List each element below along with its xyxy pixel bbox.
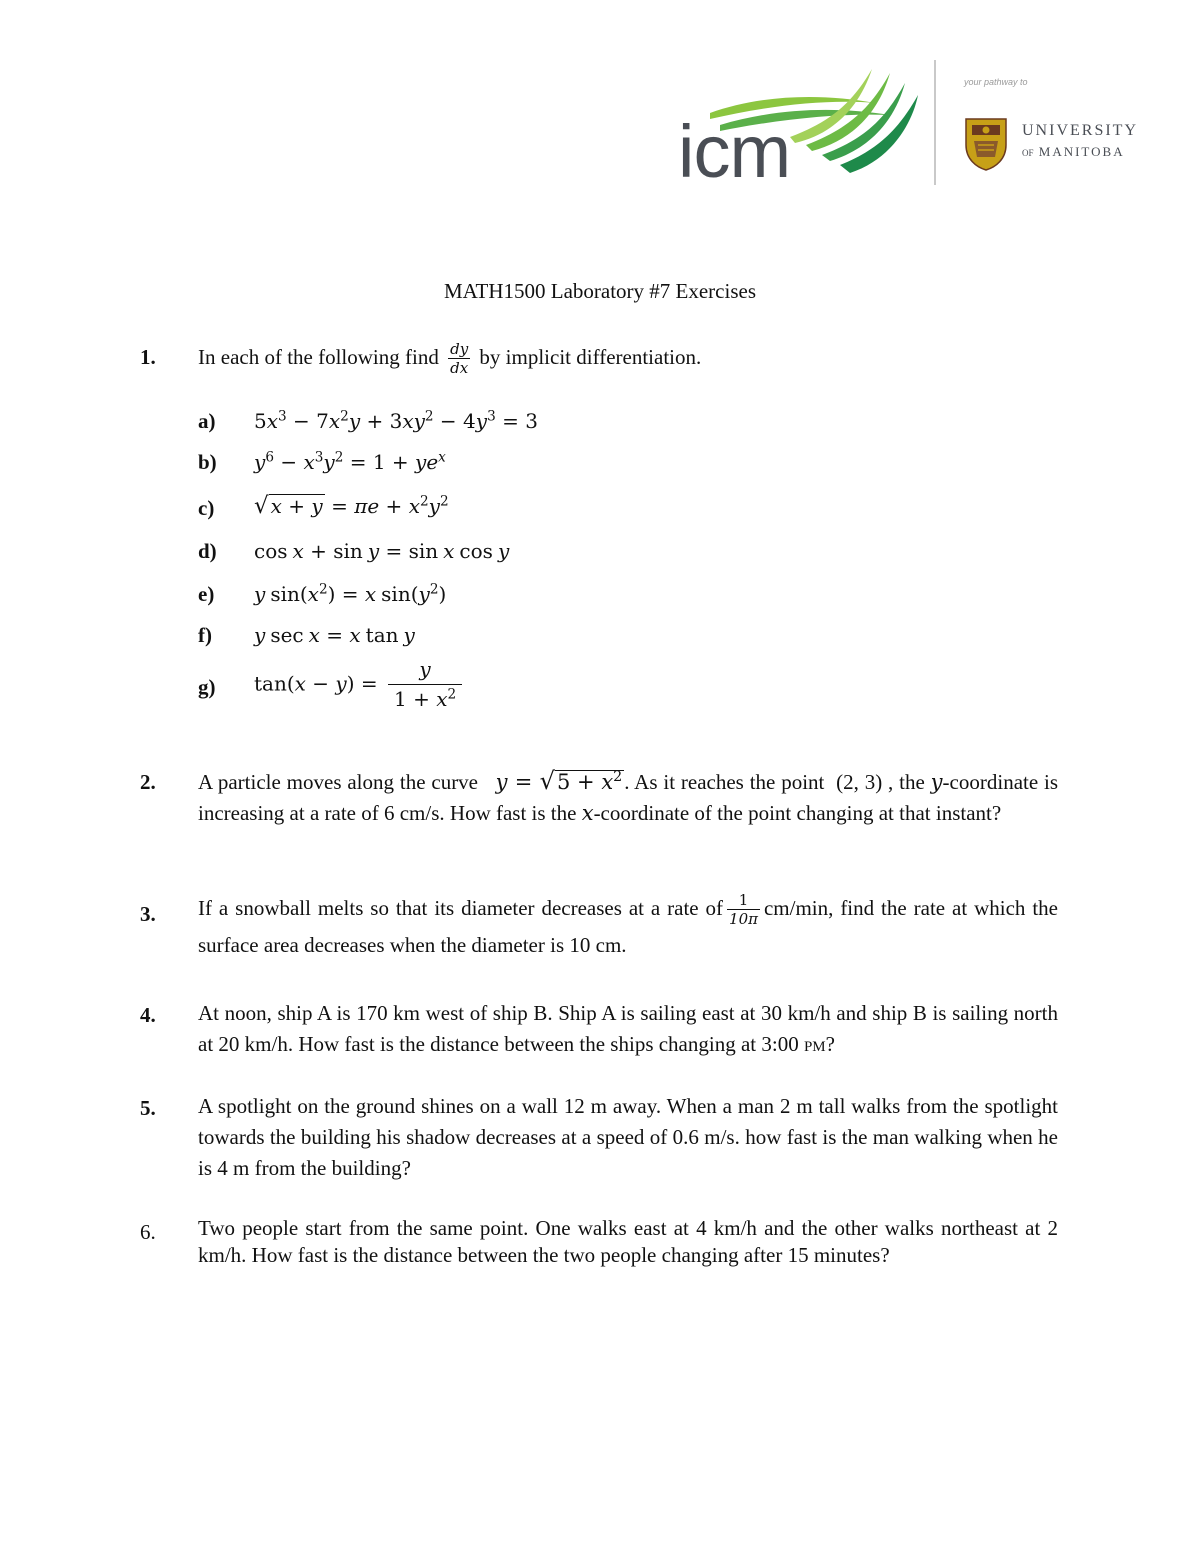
q3-frac-den: 10π: [729, 910, 758, 929]
question-1-text: [198, 330, 1058, 384]
question-3-text: [198, 890, 1058, 964]
q1-part-c-equation: √ $x + y = \pi e + x^2y^2$: [254, 493, 449, 519]
question-4-text: [198, 998, 1058, 1063]
q2-text-1: A particle moves along the curve: [198, 770, 479, 794]
q4-text-1: At noon, ship A is 170 km west of ship B. Ship A is sailing east at 30 km/h and ship B is sailing north at 20 km/h. How fast is the distance between the ships changing at 3:00: [198, 1001, 1058, 1056]
q1-part-c-label: c): [198, 496, 215, 520]
q2-radical: $√5 + x^2$: [539, 767, 623, 795]
q2-text-4: -coordinate is increasing at a rate of 6 cm/s. How fast is the: [198, 770, 1059, 825]
question-6-text: Two people start from the same point. One walks east at 4 km/h and the other walks northeast at 2 km/h. How fast is the distance between the two people changing after 15 minutes?: [198, 1216, 1058, 1267]
q1-part-a-equation: $5x^3 - 7x^2y + 3xy^2 - 4y^3 = 3$: [254, 408, 538, 433]
question-2-text: A particle moves along the curve $y = √5 + x^2$. As it reaches the point (2, 3) , the y-coordinate is increasing at a rate of 6 cm/s. How fast is the x-coordinate of the point changing at that instant?: [198, 767, 1059, 825]
university-line2: [1022, 145, 1138, 158]
q2-text-3: , the: [888, 770, 925, 794]
university-crest-icon: [962, 115, 1010, 171]
question-5-number: 5.: [140, 1096, 156, 1120]
q1-derivative-fraction: [448, 342, 470, 376]
q1-frac-den: dx: [450, 359, 469, 378]
q1-part-f-equation: y sec x = x tan y: [254, 623, 415, 647]
q3-rate-fraction: [727, 893, 760, 927]
q1-text-after: by implicit differentiation.: [479, 345, 702, 369]
q1-part-d-equation: cos x + sin y = sin x cos y: [254, 539, 510, 563]
q1-part-f-label: f): [198, 623, 212, 647]
q1-g-fraction: $\frac{y}{1 + x^2}$: [388, 657, 462, 710]
q1-part-d-label: d): [198, 539, 217, 563]
q2-text-2: . As it reaches the point: [624, 770, 825, 794]
question-5-text: A spotlight on the ground shines on a wall 12 m away. When a man 2 m tall walks from the spotlight towards the building his shadow decreases at a speed of 0.6 m/s. how fast is the man walking when he is 4 m from the building?: [198, 1094, 1058, 1180]
university-line1: UNIVERSITY: [1022, 122, 1138, 139]
icm-wordmark: icm: [678, 110, 791, 193]
q1-part-b-label: b): [198, 450, 217, 474]
page-title: MATH1500 Laboratory #7 Exercises: [443, 279, 756, 303]
icm-logo: [670, 65, 920, 193]
q1-part-e-label: e): [198, 582, 215, 606]
q4-text-2: ?: [825, 1032, 835, 1056]
header-divider: [934, 60, 936, 185]
question-6-number: 6.: [140, 1220, 156, 1244]
q1-part-g-label: g): [198, 675, 216, 699]
q2-text-5: -coordinate of the point changing at that instant?: [593, 801, 1002, 825]
question-3-number: 3.: [140, 902, 156, 926]
university-name: [1022, 123, 1138, 158]
radical-sign: √ x + y: [254, 493, 323, 519]
q3-text-2: cm/min, find the rate at which the surface area decreases when the diameter is 10 cm.: [198, 896, 1058, 958]
q1-text-before: In each of the following find: [198, 345, 439, 369]
q3-frac-num: 1: [727, 893, 760, 910]
university-line2-text: MANITOBA: [1038, 144, 1125, 159]
question-4-number: 4.: [140, 1003, 156, 1027]
pathway-tagline: your pathway to: [964, 77, 1028, 87]
q2-point: (2, 3): [836, 770, 883, 794]
q1-part-a-label: a): [198, 409, 216, 433]
q1-part-b-equation: $y^6 - x^3y^2 = 1 + ye^x$: [254, 449, 446, 474]
q1-part-e-equation: y $\sin(x^2) = x$ $\sin(y^2)$: [254, 581, 447, 606]
q1-part-g-equation: tan(x − y) = $\frac{y}{1 + x^2}$: [254, 657, 466, 710]
q4-pm: PM: [803, 1039, 826, 1055]
q3-text-1: If a snowball melts so that its diameter decreases at a rate of: [198, 896, 724, 920]
question-2-number: 2.: [140, 770, 156, 794]
q1-frac-num: dy: [450, 340, 469, 359]
header-logos: [670, 55, 1150, 195]
question-1-number: 1.: [140, 345, 156, 369]
university-of: OF: [1022, 148, 1034, 158]
